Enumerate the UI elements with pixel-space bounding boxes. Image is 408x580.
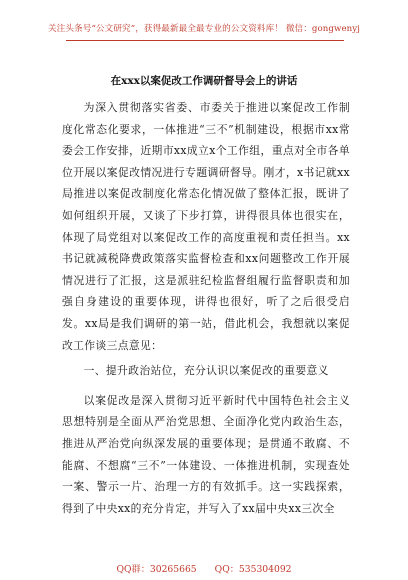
- header-divider: [66, 40, 344, 41]
- intro-paragraph: 为深入贯彻落实省委、市委关于推进以案促改工作制度化常态化要求，一体推进“三不”机制建设，根据市xx常委会工作安排，近期市xx成立x个工作组，重点对全市各单位开展以案促改情况进行专题调研督导。刚才，x书记就xx局推进以案促改制度化常态化情况做了整体汇报，既讲了如何组织开展，又谈了下步打算，讲得很具体也很实在，体现了局党组对以案促改工作的高度重视和责任担当。xx书记就减税降费政策落实监督检查和xx问题整改工作开展情况进行了汇报，这是派驻纪检监督组履行监督职责和加强自身建设的重要体现，讲得也很好，听了之后很受启发。xx局是我们调研的第一站，借此机会，我想就以案促改工作谈三点意见：: [62, 101, 350, 352]
- section-1-paragraph: 以案促改是深入贯彻习近平新时代中国特色社会主义思想特别是全面从严治党思想、全面净化党内政治生态，推进从严治党向纵深发展的重要体现；是贯通不敢腐、不能腐、不想腐“三不”一体建设、一体推进机制，实现查处一案、警示一片、治理一方的有效抓手。这一实践探索，得到了中央xx的充分肯定，并写入了xx届中央xx三次全: [62, 393, 350, 515]
- qq-group-label: QQ群：30265665: [116, 564, 197, 575]
- document-title: 在xxx以案促改工作调研督导会上的讲话: [110, 75, 298, 87]
- document-body: [62, 97, 350, 519]
- footer-contact: [0, 561, 408, 575]
- header-note: 关注头条号“公文研究”，获得最新最全最专业的公文资料库！ 微信：gongwenyj: [47, 24, 361, 34]
- qq-number-label: QQ：535304092: [214, 564, 292, 575]
- section-heading-1: 一、提升政治站位，充分认识以案促改的重要意义: [83, 364, 329, 378]
